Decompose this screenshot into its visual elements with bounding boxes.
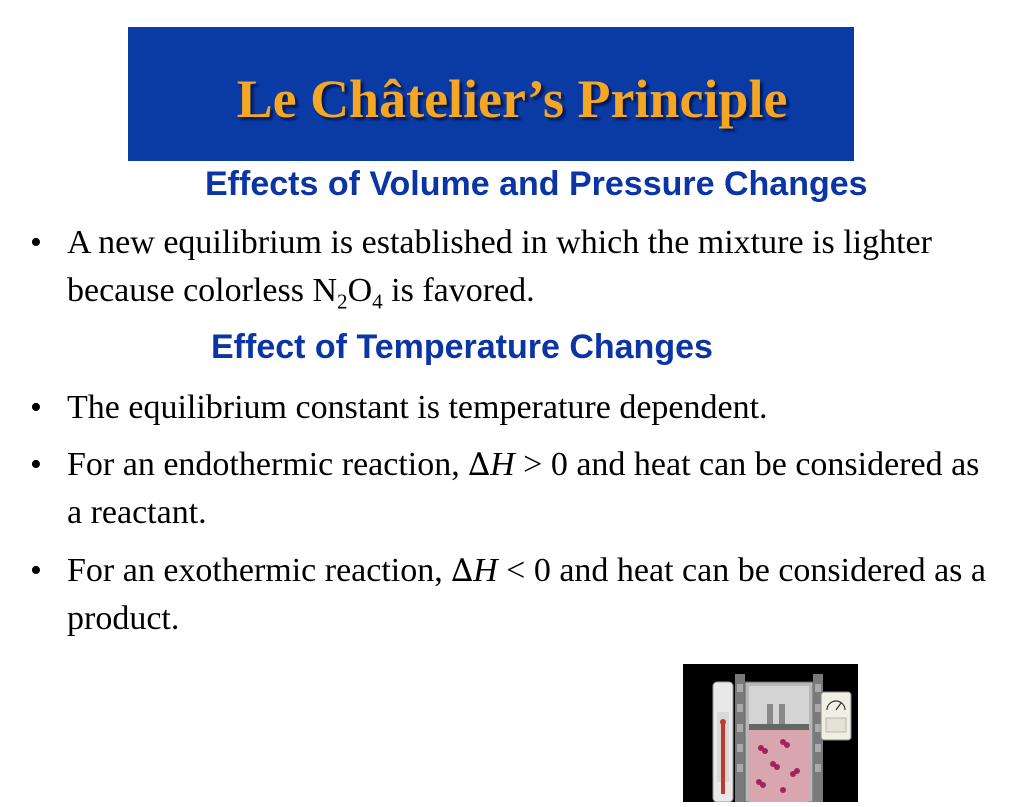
bullet-endothermic (30, 441, 990, 537)
equilibrium-apparatus-illustration (683, 664, 858, 802)
bullet-dot: • (30, 446, 42, 483)
bullet-new-equilibrium (30, 219, 990, 315)
bullet-dot: • (30, 224, 42, 261)
bullet-dot: • (30, 389, 42, 426)
section-heading-temperature: Effect of Temperature Changes (211, 328, 713, 366)
bullet-text: For an exothermic reaction, ∆H < 0 and heat can be considered as a product. (67, 552, 987, 637)
bullet-exothermic (30, 547, 990, 643)
bullet-temperature-dependent (30, 384, 990, 432)
section-heading-volume-pressure: Effects of Volume and Pressure Changes (205, 165, 868, 203)
bullet-dot: • (30, 552, 42, 589)
bullet-text: The equilibrium constant is temperature dependent. (67, 389, 768, 426)
bullet-text: For an endothermic reaction, ∆H > 0 and heat can be considered as a reactant. (67, 446, 980, 531)
bullet-text: A new equilibrium is established in which the mixture is lighter because colorless $N_2O_4$ is favored. (67, 224, 932, 314)
piston-cylinder-image (683, 664, 858, 802)
slide-title: Le Châtelier’s Principle (236, 69, 788, 129)
